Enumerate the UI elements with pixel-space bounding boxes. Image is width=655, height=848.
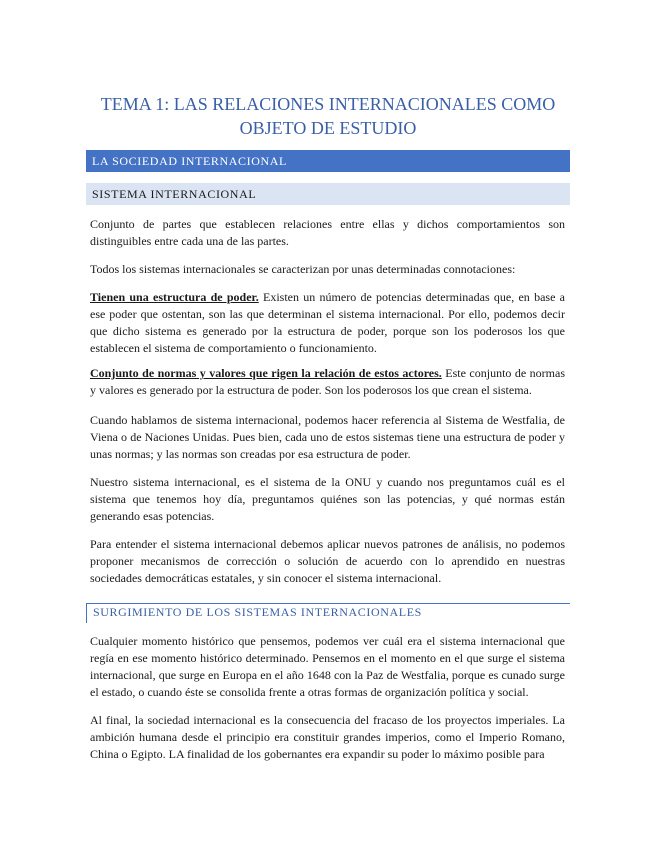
paragraph-9: Al final, la sociedad internacional es la consecuencia del fracaso de los proyectos imperiales. La ambición humana desde el principio era constituir grandes imperios, como el Imperio Romano, China o Egipto. LA finalidad de los gobernantes era expandir su poder lo máximo posible para [90,713,565,761]
paragraph-3-lead: Tienen una estructura de poder. [90,290,259,304]
paragraph-8: Cualquier momento histórico que pensemos, podemos ver cuál era el sistema internacional que regía en ese momento histórico determinado. Pensemos en el momento en el que surge el sistema internacional, que surge en Europa en el año 1648 con la Paz de Westfalia, porque es cunado surge el estado, o cuando éste se consolida frente a otras formas de organización política y social. [90,634,565,699]
paragraph-4-lead: Conjunto de normas y valores que rigen la relación de estos actores. [90,366,442,380]
section-heading: LA SOCIEDAD INTERNACIONAL [86,150,570,172]
page-title: TEMA 1: LAS RELACIONES INTERNACIONALES COMO OBJETO DE ESTUDIO [100,94,556,138]
paragraph-4 [90,365,565,399]
subsection-heading-sistema: SISTEMA INTERNACIONAL [86,183,570,205]
paragraph-4-text: Este conjunto de normas y valores es generado por la estructura de poder. Son los poderosos los que crean el sistema. [90,366,565,397]
subsection-heading-surgimiento: SURGIMIENTO DE LOS SISTEMAS INTERNACIONALES [86,603,570,623]
paragraph-1: Conjunto de partes que establecen relaciones entre ellas y dichos comportamientos son distinguibles entre cada una de las partes. [90,217,565,248]
paragraph-3 [90,289,565,357]
paragraph-3-text: Existen un número de potencias determinadas que, en base a ese poder que ostentan, son las que determinan el sistema internacional. Por ello, podemos decir que dicho sistema es generado por la estructura de poder, porque son los poderosos los que establecen el sistema de comportamiento o funcionamiento. [90,290,565,355]
paragraph-6: Nuestro sistema internacional, es el sistema de la ONU y cuando nos preguntamos cuál es el sistema que tenemos hoy día, preguntamos quiénes son las potencias, y qué normas están generando esas potencias. [90,475,565,523]
paragraph-5: Cuando hablamos de sistema internacional, podemos hacer referencia al Sistema de Westfalia, de Viena o de Naciones Unidas. Pues bien, cada uno de estos sistemas tiene una estructura de poder y unas normas; y las normas son creadas por esa estructura de poder. [90,413,565,461]
paragraph-7: Para entender el sistema internacional debemos aplicar nuevos patrones de análisis, no podemos proponer mecanismos de corrección o solución de acuerdo con lo aprendido en nuestras sociedades democráticas estatales, y sin conocer el sistema internacional. [90,537,565,585]
paragraph-2: Todos los sistemas internacionales se caracterizan por unas determinadas connotaciones: [90,262,516,276]
